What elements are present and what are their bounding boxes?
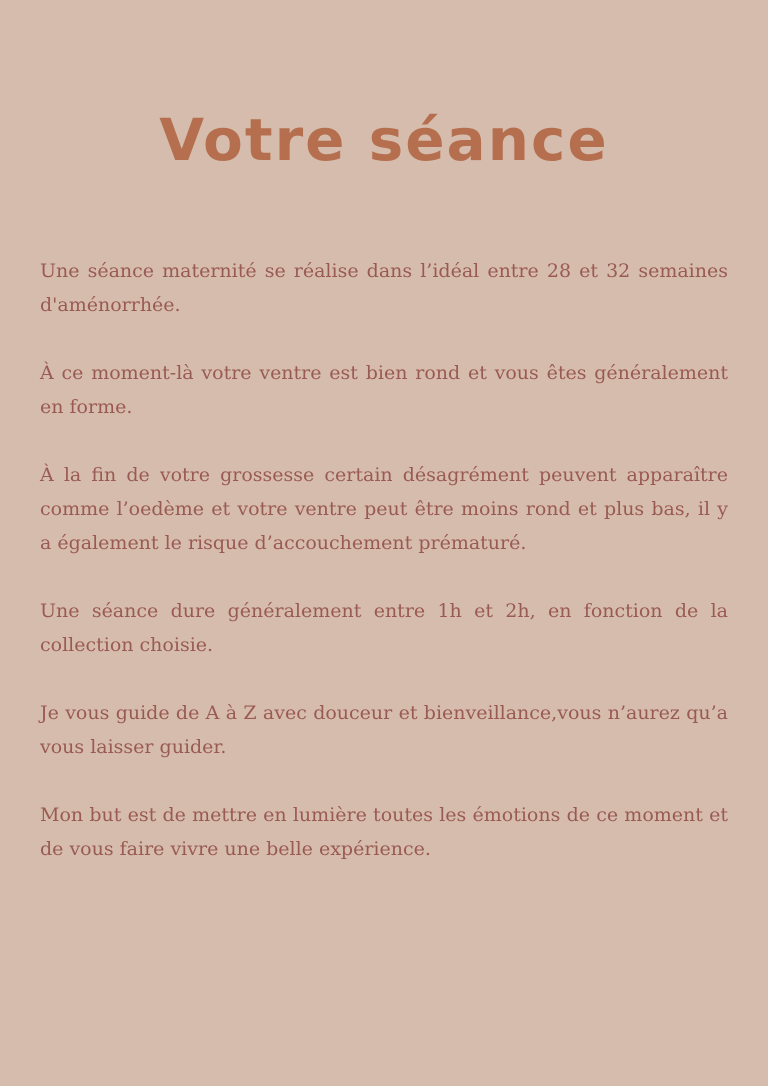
- page-title: Votre séance: [159, 106, 609, 174]
- paragraph-goal: Mon but est de mettre en lumière toutes les émotions de ce moment et de vous faire vivre une belle expérience.: [40, 804, 728, 860]
- document-body: [40, 254, 728, 866]
- paragraph-guidance: Je vous guide de A à Z avec douceur et bienveillance,vous n’aurez qu’a vous laisser guider.: [40, 702, 728, 758]
- paragraph-late-pregnancy: À la fin de votre grossesse certain désagrément peuvent apparaître comme l’oedème et votre ventre peut être moins rond et plus bas, il y a également le risque d’accouchement prématuré.: [40, 464, 728, 554]
- paragraph-belly-shape: À ce moment-là votre ventre est bien rond et vous êtes généralement en forme.: [40, 362, 728, 418]
- paragraph-session-timing: Une séance maternité se réalise dans l’idéal entre 28 et 32 semaines d'aménorrhée.: [40, 260, 728, 316]
- paragraph-session-duration: Une séance dure généralement entre 1h et 2h, en fonction de la collection choisie.: [40, 600, 728, 656]
